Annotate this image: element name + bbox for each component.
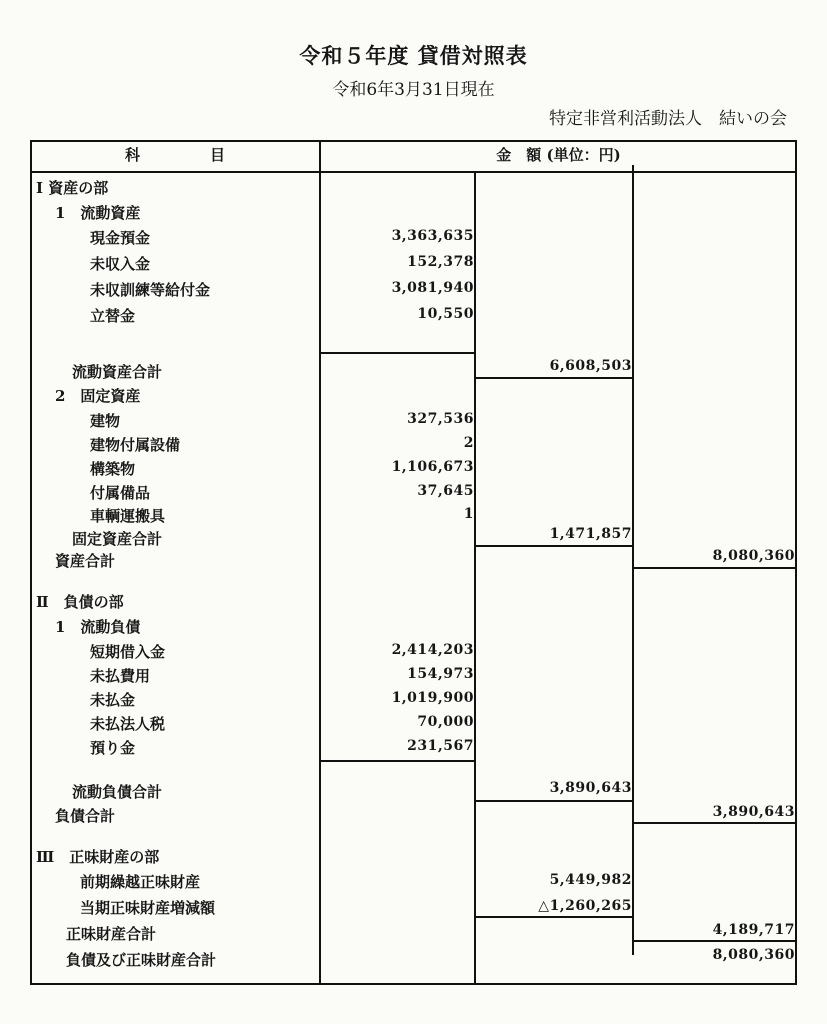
grand-total: 8,080,360 — [712, 947, 795, 963]
subtotal-rule — [632, 822, 797, 824]
row-label: 預り金 — [90, 739, 136, 757]
row-amount: 2 — [463, 435, 474, 451]
row-label: 短期借入金 — [90, 643, 166, 661]
row-amount: 1 — [463, 506, 474, 522]
document-title: 令和５年度 貸借対照表 — [299, 43, 528, 68]
row-label: 未収訓練等給付金 — [90, 281, 211, 299]
row-amount: 231,567 — [407, 738, 474, 754]
fixed-assets-heading: 2 固定資産 — [55, 387, 141, 405]
current-liabilities-total-label: 流動負債合計 — [72, 783, 163, 801]
net-assets-total: 4,189,717 — [712, 922, 795, 938]
row-amount: 1,019,900 — [391, 690, 474, 706]
column-divider — [319, 140, 321, 985]
assets-section-heading: Ⅰ 資産の部 — [36, 179, 109, 197]
current-liabilities-total: 3,890,643 — [549, 780, 632, 796]
subtotal-rule — [474, 800, 632, 802]
grand-total-label: 負債及び正味財産合計 — [66, 951, 217, 969]
column-divider — [474, 173, 476, 985]
subtotal-rule — [474, 377, 632, 379]
row-label: 未収入金 — [90, 255, 151, 273]
subtotal-rule — [632, 567, 797, 569]
row-amount: 327,536 — [407, 411, 474, 427]
row-label: 未払金 — [90, 691, 136, 709]
row-amount: 37,645 — [417, 483, 474, 499]
row-label: 立替金 — [90, 307, 136, 325]
net-assets-section-heading: Ⅲ 正味財産の部 — [36, 848, 160, 866]
row-label: 未払費用 — [90, 667, 151, 685]
row-amount: 10,550 — [417, 306, 474, 322]
liabilities-section-heading: Ⅱ 負債の部 — [36, 593, 124, 611]
net-assets-change-label: 当期正味財産増減額 — [80, 899, 216, 917]
subtotal-rule — [474, 545, 632, 547]
fixed-assets-total: 1,471,857 — [549, 526, 632, 542]
prior-net-assets-label: 前期繰越正味財産 — [80, 873, 201, 891]
column-divider — [632, 165, 634, 955]
row-amount: 70,000 — [417, 714, 474, 730]
prior-net-assets: 5,449,982 — [549, 872, 632, 888]
row-amount: 152,378 — [407, 254, 474, 270]
row-label: 建物 — [90, 412, 121, 430]
current-liabilities-heading: 1 流動負債 — [55, 618, 141, 636]
row-label: 未払法人税 — [90, 715, 166, 733]
subject-column-header: 科目 — [124, 146, 295, 164]
liabilities-total-label: 負債合計 — [55, 807, 116, 825]
current-assets-total-label: 流動資産合計 — [72, 363, 163, 381]
current-assets-heading: 1 流動資産 — [55, 204, 141, 222]
document-date: 令和6年3月31日現在 — [332, 80, 495, 100]
organization-name: 特定非営利活動法人 結いの会 — [549, 109, 787, 129]
assets-total: 8,080,360 — [712, 548, 795, 564]
net-assets-change: △1,260,265 — [538, 898, 632, 914]
subtotal-rule — [632, 940, 797, 942]
row-label: 車輌運搬具 — [90, 507, 166, 525]
table-header-row — [30, 140, 797, 173]
amount-column-header: 金 額 (単位：円) — [496, 146, 621, 164]
row-amount: 2,414,203 — [391, 642, 474, 658]
subtotal-rule — [474, 916, 632, 918]
liabilities-total: 3,890,643 — [712, 804, 795, 820]
assets-total-label: 資産合計 — [55, 552, 116, 570]
subtotal-rule — [319, 352, 474, 354]
subtotal-rule — [319, 760, 474, 762]
row-label: 現金預金 — [90, 229, 151, 247]
row-label: 構築物 — [90, 460, 136, 478]
row-label: 付属備品 — [90, 484, 151, 502]
row-label: 建物付属設備 — [90, 436, 181, 454]
row-amount: 1,106,673 — [391, 459, 474, 475]
fixed-assets-total-label: 固定資産合計 — [72, 530, 163, 548]
row-amount: 154,973 — [407, 666, 474, 682]
net-assets-total-label: 正味財産合計 — [66, 925, 157, 943]
row-amount: 3,363,635 — [391, 228, 474, 244]
row-amount: 3,081,940 — [391, 280, 474, 296]
current-assets-total: 6,608,503 — [549, 358, 632, 374]
